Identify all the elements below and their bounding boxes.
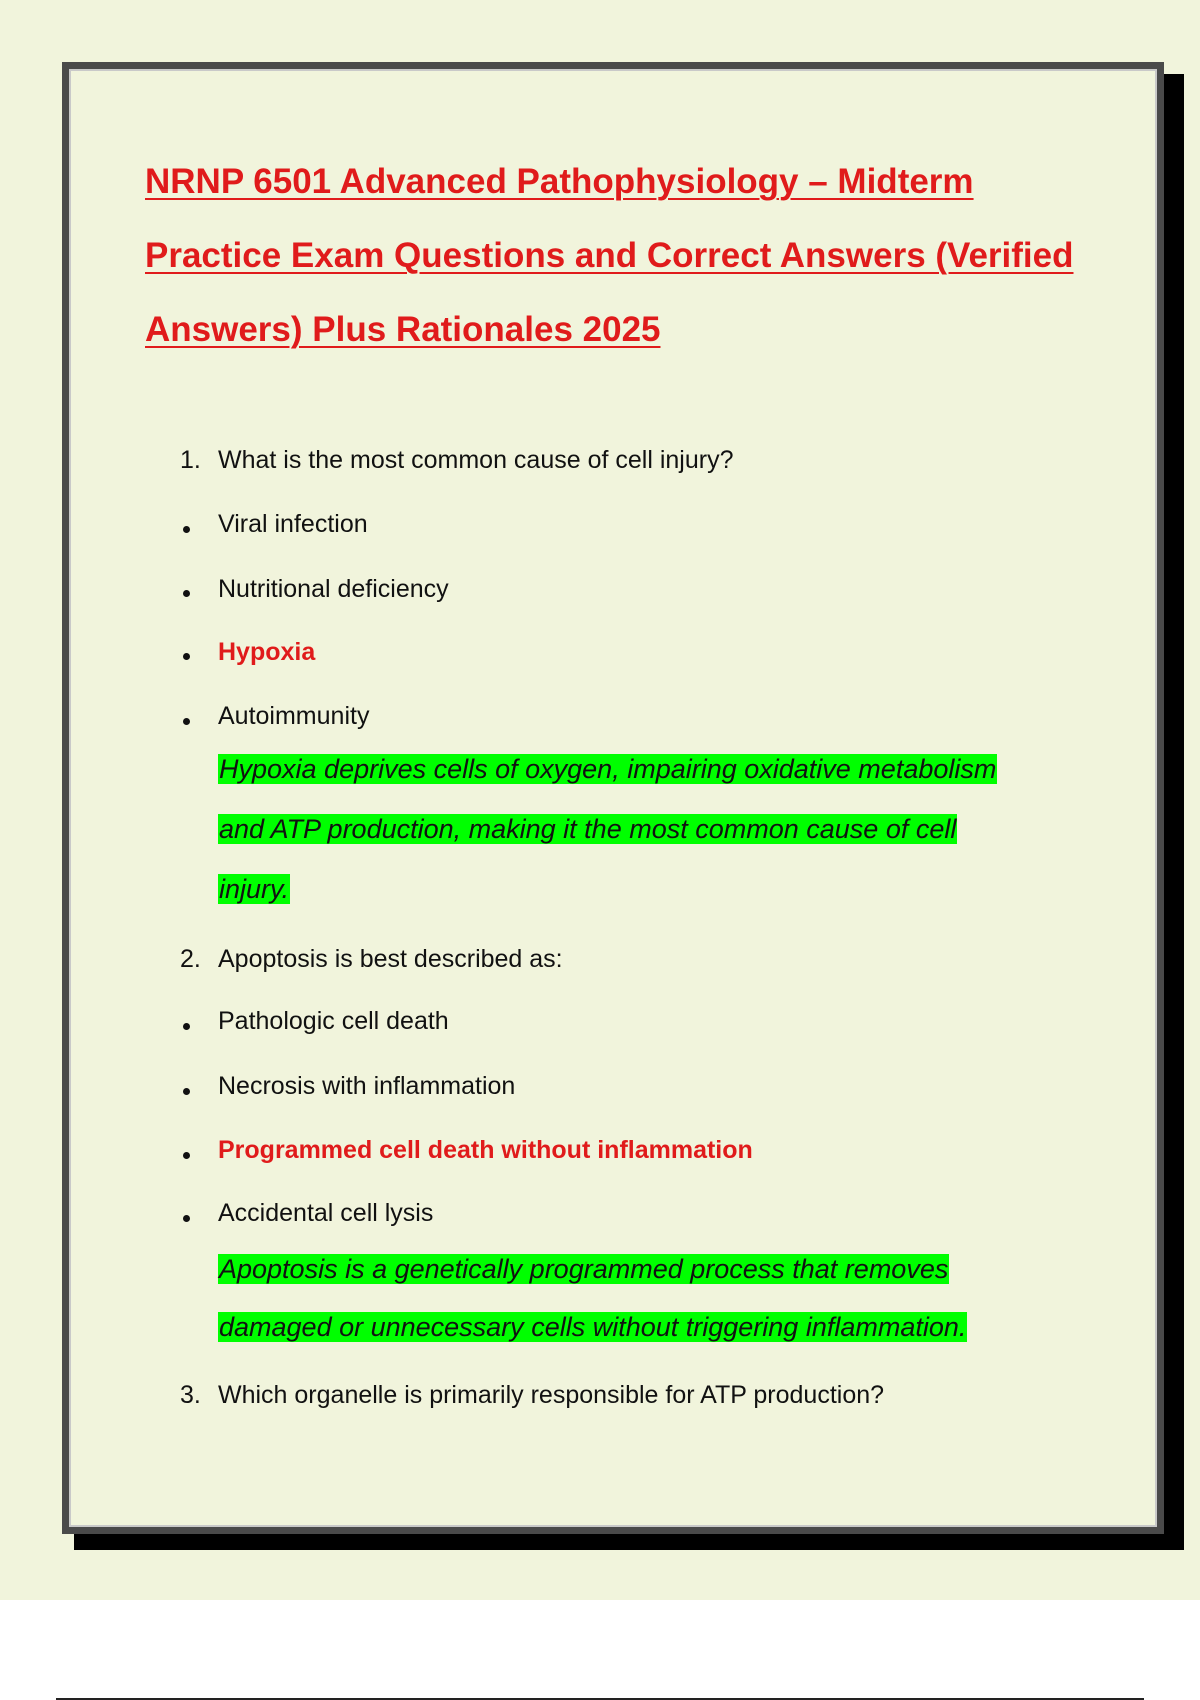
option: Nutritional deficiency [218, 575, 449, 603]
rationale-line: injury. [219, 874, 290, 904]
question-text: Which organelle is primarily responsible for ATP production? [218, 1381, 885, 1409]
option: Autoimmunity [218, 702, 370, 730]
question-text: Apoptosis is best described as: [218, 945, 563, 973]
option: Accidental cell lysis [218, 1199, 434, 1227]
option: Necrosis with inflammation [218, 1072, 516, 1100]
bullet-icon [183, 1088, 190, 1095]
rationale-line: and ATP production, making it the most common cause of cell [219, 814, 957, 844]
bullet-icon [183, 1023, 190, 1030]
bullet-icon [183, 1215, 190, 1222]
bullet-icon [183, 526, 190, 533]
option: Viral infection [218, 510, 368, 538]
rationale-line: damaged or unnecessary cells without triggering inflammation. [219, 1312, 967, 1342]
question-number: 1. [180, 446, 201, 474]
document-title: NRNP 6501 Advanced Pathophysiology – Midterm Practice Exam Questions and Correct Answers (Verified Answers) Plus Rationales 2025 [145, 162, 1074, 349]
bullet-icon [183, 590, 190, 597]
option: Pathologic cell death [218, 1007, 449, 1035]
question-number: 2. [180, 945, 201, 973]
question-text: What is the most common cause of cell injury? [218, 446, 734, 474]
bullet-icon [183, 653, 190, 660]
question-number: 3. [180, 1381, 201, 1409]
bullet-icon [183, 1152, 190, 1159]
rationale-line: Apoptosis is a genetically programmed process that removes [219, 1254, 949, 1284]
correct-option: Hypoxia [218, 638, 316, 666]
bullet-icon [183, 718, 190, 725]
rationale-line: Hypoxia deprives cells of oxygen, impairing oxidative metabolism [219, 754, 997, 784]
correct-option: Programmed cell death without inflammation [218, 1136, 753, 1164]
